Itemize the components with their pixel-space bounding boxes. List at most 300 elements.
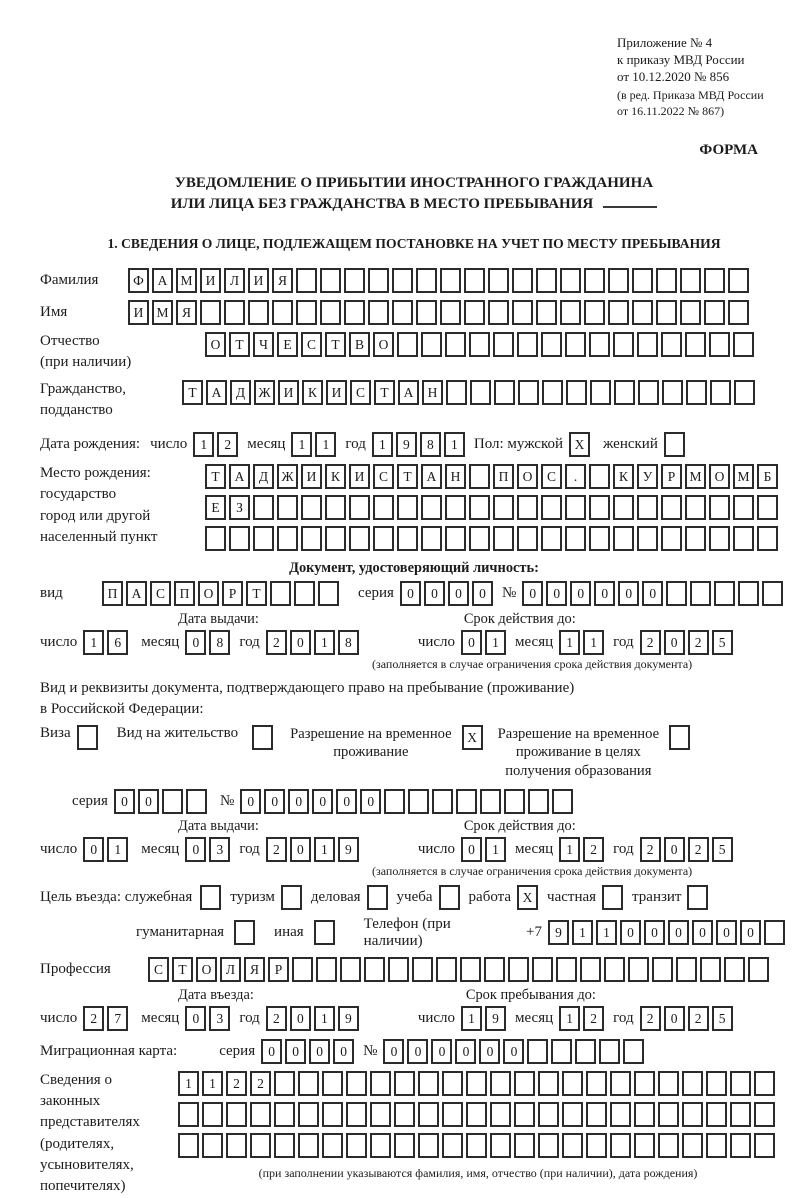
char-cell: 2 xyxy=(266,1006,287,1031)
char-cell: 9 xyxy=(338,837,359,862)
char-cell: 0 xyxy=(461,630,482,655)
char-cell: Т xyxy=(172,957,193,982)
char-cell: 0 xyxy=(740,920,761,945)
form-title-line1: УВЕДОМЛЕНИЕ О ПРИБЫТИИ ИНОСТРАННОГО ГРАЖДАНИНА xyxy=(174,174,654,191)
entry-year-cells xyxy=(266,1006,362,1031)
char-cell: 2 xyxy=(266,837,287,862)
char-cell: 1 xyxy=(291,432,312,457)
char-cell: 2 xyxy=(640,630,661,655)
char-cell xyxy=(706,1102,727,1127)
char-cell: 2 xyxy=(640,1006,661,1031)
char-cell: А xyxy=(229,464,250,489)
char-cell: 9 xyxy=(485,1006,506,1031)
char-cell: Е xyxy=(277,332,298,357)
char-cell xyxy=(584,300,605,325)
char-cell: 9 xyxy=(548,920,569,945)
char-cell: А xyxy=(421,464,442,489)
char-cell xyxy=(580,957,601,982)
char-cell: В xyxy=(349,332,370,357)
char-cell xyxy=(565,495,586,520)
month-label: месяц xyxy=(515,840,554,857)
residence-dates-row xyxy=(40,837,788,862)
doc-dates-row xyxy=(40,630,788,655)
char-cell xyxy=(349,495,370,520)
year-label: год xyxy=(613,1009,634,1026)
char-cell xyxy=(532,957,553,982)
purpose-humanitarian-label: гуманитарная xyxy=(136,924,225,941)
year-label: год xyxy=(613,840,634,857)
char-cell: Д xyxy=(253,464,274,489)
char-cell: 1 xyxy=(314,1006,335,1031)
char-cell xyxy=(274,1133,295,1158)
char-cell: 2 xyxy=(688,837,709,862)
char-cell: . xyxy=(565,464,586,489)
char-cell: 0 xyxy=(664,630,685,655)
char-cell: Р xyxy=(222,581,243,606)
char-cell xyxy=(322,1133,343,1158)
char-cell: Н xyxy=(422,380,443,405)
legal-note: (при заполнении указываются фамилия, имя, отчество (при наличии), дата рождения) xyxy=(258,1165,698,1180)
char-cell: О xyxy=(517,464,538,489)
temp-residence-label: Разрешение на временное проживание xyxy=(290,726,452,761)
purpose-private-checkbox xyxy=(602,885,626,910)
char-cell xyxy=(226,1102,247,1127)
residence-series-cells xyxy=(114,789,210,814)
char-cell xyxy=(248,300,269,325)
citizenship-cells xyxy=(182,380,758,405)
char-cell: Я xyxy=(272,268,293,293)
citizenship-row xyxy=(40,380,788,423)
char-cell: Р xyxy=(268,957,289,982)
char-cell xyxy=(700,957,721,982)
patronymic-row xyxy=(40,332,788,375)
phone-cells xyxy=(548,920,788,945)
char-cell xyxy=(394,1102,415,1127)
year-label: год xyxy=(239,634,260,651)
char-cell xyxy=(632,268,653,293)
char-cell xyxy=(316,957,337,982)
char-cell xyxy=(490,1133,511,1158)
char-cell xyxy=(565,526,586,551)
char-cell xyxy=(604,957,625,982)
char-cell xyxy=(296,300,317,325)
char-cell: 0 xyxy=(114,789,135,814)
char-cell: 5 xyxy=(712,1006,733,1031)
char-cell xyxy=(418,1133,439,1158)
legal-cells-row3 xyxy=(178,1133,778,1158)
annex-note-line: от 16.11.2022 № 867) xyxy=(617,104,725,119)
residence-valid-year-cells xyxy=(640,837,736,862)
purpose-row2 xyxy=(40,916,788,950)
char-cell xyxy=(634,1071,655,1096)
char-cell xyxy=(682,1071,703,1096)
char-cell xyxy=(730,1071,751,1096)
residence-number-cells xyxy=(240,789,576,814)
char-cell xyxy=(552,789,573,814)
char-cell: 0 xyxy=(288,789,309,814)
char-cell: Т xyxy=(246,581,267,606)
entry-day-cells xyxy=(83,1006,131,1031)
char-cell: П xyxy=(174,581,195,606)
char-cell: 1 xyxy=(583,630,604,655)
char-cell: 2 xyxy=(583,1006,604,1031)
char-cell: 3 xyxy=(209,837,230,862)
char-cell xyxy=(512,300,533,325)
char-cell: 0 xyxy=(431,1039,452,1064)
char-cell xyxy=(234,920,255,945)
char-cell xyxy=(728,268,749,293)
char-cell xyxy=(538,1133,559,1158)
char-cell: И xyxy=(248,268,269,293)
char-cell: Л xyxy=(224,268,245,293)
char-cell xyxy=(456,789,477,814)
char-cell xyxy=(566,380,587,405)
char-cell xyxy=(676,957,697,982)
char-cell: 0 xyxy=(185,837,206,862)
char-cell xyxy=(178,1133,199,1158)
char-cell xyxy=(298,1071,319,1096)
char-cell xyxy=(517,495,538,520)
char-cell: Я xyxy=(244,957,265,982)
char-cell xyxy=(589,495,610,520)
char-cell: 0 xyxy=(664,837,685,862)
month-label: месяц xyxy=(141,840,180,857)
char-cell xyxy=(560,268,581,293)
char-cell: Т xyxy=(397,464,418,489)
purpose-other-checkbox xyxy=(314,920,338,945)
char-cell xyxy=(586,1102,607,1127)
char-cell xyxy=(442,1071,463,1096)
char-cell xyxy=(439,885,460,910)
patronymic-label: Отчество (при наличии) xyxy=(40,333,132,371)
purpose-study-checkbox xyxy=(439,885,463,910)
char-cell: 1 xyxy=(596,920,617,945)
char-cell xyxy=(294,581,315,606)
entry-date-headers xyxy=(40,987,788,1004)
char-cell xyxy=(373,495,394,520)
char-cell: 1 xyxy=(372,432,393,457)
char-cell: 2 xyxy=(226,1071,247,1096)
char-cell xyxy=(514,1133,535,1158)
char-cell: О xyxy=(198,581,219,606)
char-cell xyxy=(764,920,785,945)
char-cell xyxy=(200,300,221,325)
char-cell xyxy=(277,526,298,551)
char-cell xyxy=(493,526,514,551)
char-cell xyxy=(346,1102,367,1127)
char-cell: 0 xyxy=(333,1039,354,1064)
char-cell xyxy=(270,581,291,606)
char-cell xyxy=(470,380,491,405)
char-cell xyxy=(762,581,783,606)
char-cell xyxy=(680,268,701,293)
char-cell xyxy=(706,1071,727,1096)
char-cell xyxy=(527,1039,548,1064)
char-cell: 0 xyxy=(261,1039,282,1064)
char-cell xyxy=(488,300,509,325)
residence-issue-day-cells xyxy=(83,837,131,862)
char-cell xyxy=(394,1133,415,1158)
char-cell: X xyxy=(569,432,590,457)
char-cell: Т xyxy=(374,380,395,405)
residence-valid-day-cells xyxy=(461,837,509,862)
char-cell: 0 xyxy=(472,581,493,606)
purpose-label: Цель въезда: служебная xyxy=(40,888,193,905)
char-cell xyxy=(394,1071,415,1096)
char-cell: 0 xyxy=(360,789,381,814)
year-label: год xyxy=(345,436,366,453)
char-cell xyxy=(346,1133,367,1158)
residence-valid-note: (заполняется в случае ограничения срока действия документа) xyxy=(372,863,693,878)
char-cell xyxy=(541,495,562,520)
char-cell: С xyxy=(148,957,169,982)
char-cell xyxy=(469,332,490,357)
char-cell xyxy=(613,526,634,551)
char-cell xyxy=(514,1102,535,1127)
char-cell xyxy=(709,495,730,520)
doc-type-cells xyxy=(102,581,342,606)
char-cell xyxy=(340,957,361,982)
char-cell: 3 xyxy=(209,1006,230,1031)
char-cell xyxy=(634,1102,655,1127)
char-cell xyxy=(490,1102,511,1127)
surname-cells xyxy=(128,268,752,293)
char-cell xyxy=(274,1102,295,1127)
char-cell: А xyxy=(126,581,147,606)
char-cell xyxy=(584,268,605,293)
char-cell xyxy=(560,300,581,325)
char-cell xyxy=(480,789,501,814)
char-cell xyxy=(432,789,453,814)
char-cell xyxy=(614,380,635,405)
char-cell: 0 xyxy=(240,789,261,814)
annex-note-block xyxy=(617,88,788,119)
char-cell xyxy=(628,957,649,982)
char-cell xyxy=(661,495,682,520)
char-cell: 0 xyxy=(479,1039,500,1064)
char-cell: О xyxy=(709,464,730,489)
sex-female-checkbox xyxy=(664,432,688,457)
char-cell xyxy=(469,495,490,520)
char-cell xyxy=(373,526,394,551)
purpose-official-checkbox xyxy=(200,885,224,910)
month-label: месяц xyxy=(141,634,180,651)
annex-note-line: (в ред. Приказа МВД России xyxy=(617,88,764,103)
char-cell: Л xyxy=(220,957,241,982)
purpose-private-label: частная xyxy=(547,888,597,905)
char-cell: 0 xyxy=(448,581,469,606)
char-cell xyxy=(613,332,634,357)
char-cell: Н xyxy=(445,464,466,489)
char-cell xyxy=(512,268,533,293)
char-cell xyxy=(250,1133,271,1158)
char-cell: 0 xyxy=(692,920,713,945)
legal-cells-row2 xyxy=(178,1102,778,1127)
char-cell xyxy=(436,957,457,982)
char-cell: 0 xyxy=(664,1006,685,1031)
char-cell xyxy=(325,526,346,551)
char-cell: 2 xyxy=(217,432,238,457)
char-cell: 0 xyxy=(522,581,543,606)
char-cell xyxy=(652,957,673,982)
char-cell xyxy=(440,268,461,293)
doc-issue-day-cells xyxy=(83,630,131,655)
surname-row xyxy=(40,268,788,293)
char-cell xyxy=(421,526,442,551)
birth-day-cells xyxy=(193,432,241,457)
char-cell: 2 xyxy=(83,1006,104,1031)
purpose-tourism-checkbox xyxy=(281,885,305,910)
name-row xyxy=(40,300,788,325)
char-cell: 0 xyxy=(312,789,333,814)
char-cell xyxy=(298,1102,319,1127)
char-cell xyxy=(680,300,701,325)
char-cell xyxy=(320,268,341,293)
char-cell xyxy=(162,789,183,814)
residence-doc-line2: в Российской Федерации: xyxy=(40,701,204,718)
char-cell xyxy=(488,268,509,293)
char-cell xyxy=(296,268,317,293)
char-cell xyxy=(178,1102,199,1127)
char-cell xyxy=(589,464,610,489)
char-cell: 1 xyxy=(485,837,506,862)
char-cell xyxy=(656,268,677,293)
char-cell: 2 xyxy=(583,837,604,862)
char-cell xyxy=(368,268,389,293)
char-cell xyxy=(274,1071,295,1096)
char-cell xyxy=(397,495,418,520)
doc-issue-month-cells xyxy=(185,630,233,655)
char-cell xyxy=(484,957,505,982)
annex-line: от 10.12.2020 № 856 xyxy=(617,69,730,85)
sex-female-label: женский xyxy=(603,436,658,453)
char-cell: 0 xyxy=(400,581,421,606)
doc-valid-year-cells xyxy=(640,630,736,655)
temp-residence-edu-label: Разрешение на временное проживание в целях получения образования xyxy=(497,726,660,779)
char-cell: 1 xyxy=(314,630,335,655)
char-cell xyxy=(589,526,610,551)
char-cell xyxy=(469,464,490,489)
char-cell: 0 xyxy=(290,630,311,655)
form-title xyxy=(40,173,788,217)
char-cell xyxy=(77,725,98,750)
char-cell: 0 xyxy=(309,1039,330,1064)
char-cell xyxy=(734,380,755,405)
char-cell xyxy=(314,920,335,945)
char-cell xyxy=(551,1039,572,1064)
char-cell: 5 xyxy=(712,630,733,655)
char-cell xyxy=(200,885,221,910)
char-cell xyxy=(252,725,273,750)
char-cell xyxy=(730,1133,751,1158)
month-label: месяц xyxy=(515,1009,554,1026)
char-cell xyxy=(325,495,346,520)
char-cell xyxy=(421,495,442,520)
char-cell: С xyxy=(150,581,171,606)
profession-label: Профессия xyxy=(40,960,111,977)
char-cell: Ж xyxy=(254,380,275,405)
char-cell xyxy=(608,268,629,293)
citizenship-label: Гражданство, подданство xyxy=(40,380,127,418)
char-cell xyxy=(349,526,370,551)
temp-residence-edu-checkbox xyxy=(669,725,693,750)
char-cell: С xyxy=(350,380,371,405)
stay-year-cells xyxy=(640,1006,736,1031)
char-cell xyxy=(733,495,754,520)
residence-valid-header: Срок действия до: xyxy=(463,817,576,834)
char-cell xyxy=(536,268,557,293)
char-cell xyxy=(669,725,690,750)
char-cell xyxy=(205,526,226,551)
char-cell: 1 xyxy=(444,432,465,457)
annex-line: к приказу МВД России xyxy=(617,52,745,68)
char-cell xyxy=(322,1071,343,1096)
char-cell: У xyxy=(637,464,658,489)
char-cell xyxy=(517,526,538,551)
residence-issue-year-cells xyxy=(266,837,362,862)
char-cell xyxy=(518,380,539,405)
char-cell: X xyxy=(462,725,483,750)
char-cell: М xyxy=(733,464,754,489)
purpose-business-checkbox xyxy=(367,885,391,910)
char-cell xyxy=(556,957,577,982)
char-cell xyxy=(493,495,514,520)
char-cell: С xyxy=(541,464,562,489)
forma-label: ФОРМА xyxy=(699,141,758,158)
char-cell xyxy=(367,885,388,910)
char-cell: А xyxy=(206,380,227,405)
char-cell: П xyxy=(102,581,123,606)
char-cell: Ж xyxy=(277,464,298,489)
birthplace-cells-row2 xyxy=(205,495,781,520)
stay-day-cells xyxy=(461,1006,509,1031)
char-cell: 1 xyxy=(461,1006,482,1031)
residence-permit-checkbox xyxy=(252,725,276,750)
char-cell xyxy=(541,332,562,357)
char-cell: О xyxy=(205,332,226,357)
char-cell: 0 xyxy=(290,837,311,862)
char-cell: О xyxy=(196,957,217,982)
char-cell xyxy=(277,495,298,520)
doc-valid-day-cells xyxy=(461,630,509,655)
char-cell xyxy=(706,1133,727,1158)
char-cell: М xyxy=(152,300,173,325)
char-cell xyxy=(562,1071,583,1096)
section1-heading: 1. СВЕДЕНИЯ О ЛИЦЕ, ПОДЛЕЖАЩЕМ ПОСТАНОВКЕ НА УЧЕТ ПО МЕСТУ ПРЕБЫВАНИЯ xyxy=(107,236,721,252)
char-cell: 8 xyxy=(420,432,441,457)
char-cell xyxy=(710,380,731,405)
name-label: Имя xyxy=(40,304,68,321)
char-cell xyxy=(562,1102,583,1127)
birthplace-row xyxy=(40,464,788,557)
char-cell xyxy=(186,789,207,814)
char-cell: X xyxy=(517,885,538,910)
char-cell xyxy=(445,526,466,551)
char-cell: 1 xyxy=(193,432,214,457)
char-cell xyxy=(637,526,658,551)
char-cell: З xyxy=(229,495,250,520)
patronymic-cells xyxy=(205,332,757,357)
char-cell xyxy=(301,495,322,520)
char-cell xyxy=(656,300,677,325)
profession-cells xyxy=(148,957,772,982)
title-underline xyxy=(603,197,657,208)
char-cell: С xyxy=(301,332,322,357)
char-cell: К xyxy=(613,464,634,489)
char-cell: 0 xyxy=(461,837,482,862)
char-cell xyxy=(464,300,485,325)
annex-block xyxy=(617,34,788,85)
